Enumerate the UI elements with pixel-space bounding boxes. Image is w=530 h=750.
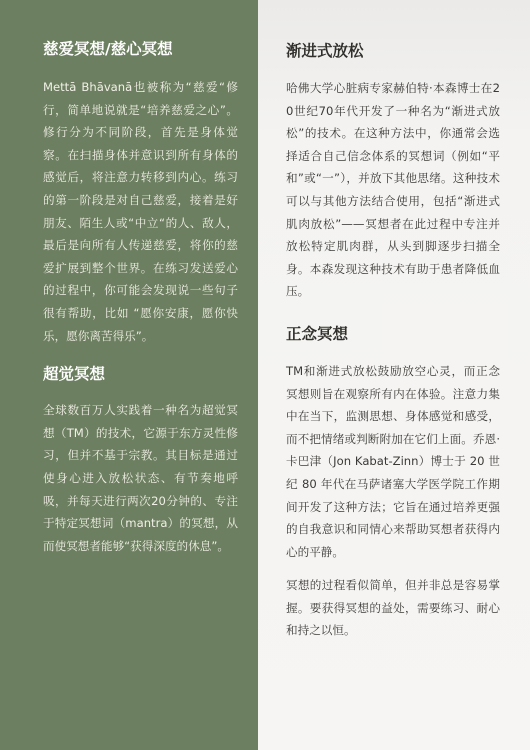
transcendental-heading: 超觉冥想 xyxy=(43,365,106,384)
loving-kindness-heading: 慈爱冥想/慈心冥想 xyxy=(43,40,173,58)
right-column xyxy=(258,0,530,750)
mindfulness-body: TM和渐进式放松鼓励放空心灵，而正念冥想则旨在观察所有内在体验。注意力集中在当下，监测思想、身体感觉和感受，而不把情绪或判断附加在它们上面。乔恩·卡巴津（Jon Kabat-Zinn）博士于 20 世纪 80 年代在马萨诸塞大学医学院工作期间开发了这种方法；它旨在通过培养更强的自我意识和同情心来帮助冥想者获得内心的平静。 xyxy=(286,363,500,559)
transcendental-body: 全球数百万人实践着一种名为超觉冥想（TM）的技术，它源于东方灵性修习，但并不基于宗教。其目标是通过使身心进入放松状态、有节奏地呼吸，并每天进行两次20分钟的、专注于特定冥想词（mantra）的冥想，从而使冥想者能够“获得深度的休息”。 xyxy=(43,403,238,553)
mindfulness-heading: 正念冥想 xyxy=(286,324,349,343)
mindfulness-closing-paragraph: 冥想的过程看似简单，但并非总是容易掌握。要获得冥想的益处，需要练习、耐心和持之以恒。 xyxy=(286,578,500,638)
progressive-relaxation-body: 哈佛大学心脏病专家赫伯特·本森博士在20世纪70年代开发了一种名为“渐进式放松”的技术。在这种方法中，你通常会选择适合自己信念体系的冥想词（例如“平和”或“一”），并放下其他思绪。这种技术可以与其他方法结合使用，包括“渐进式肌肉放松”——冥想者在此过程中专注并放松特定肌肉群，从头到脚逐步扫描全身。本森发现这种技术有助于患者降低血压。 xyxy=(286,81,500,299)
loving-kindness-body: Mettā Bhāvanā也被称为“慈爱“修行，简单地说就是“培养慈爱之心”。修行分为不同阶段，首先是身体觉察。在扫描身体并意识到所有身体的感觉后，将注意力转移到内心。练习的第一阶段是对自己慈爱，接着是好朋友、陌生人或“中立“的人、敌人，最后是向所有人传递慈爱，将你的慈爱扩展到整个世界。在练习发送爱心的过程中，你可能会发现说一些句子很有帮助，比如 “愿你安康，愿你快乐，愿你离苦得乐”。 xyxy=(43,80,238,343)
left-column xyxy=(0,0,258,750)
progressive-relaxation-heading: 渐进式放松 xyxy=(286,42,364,60)
